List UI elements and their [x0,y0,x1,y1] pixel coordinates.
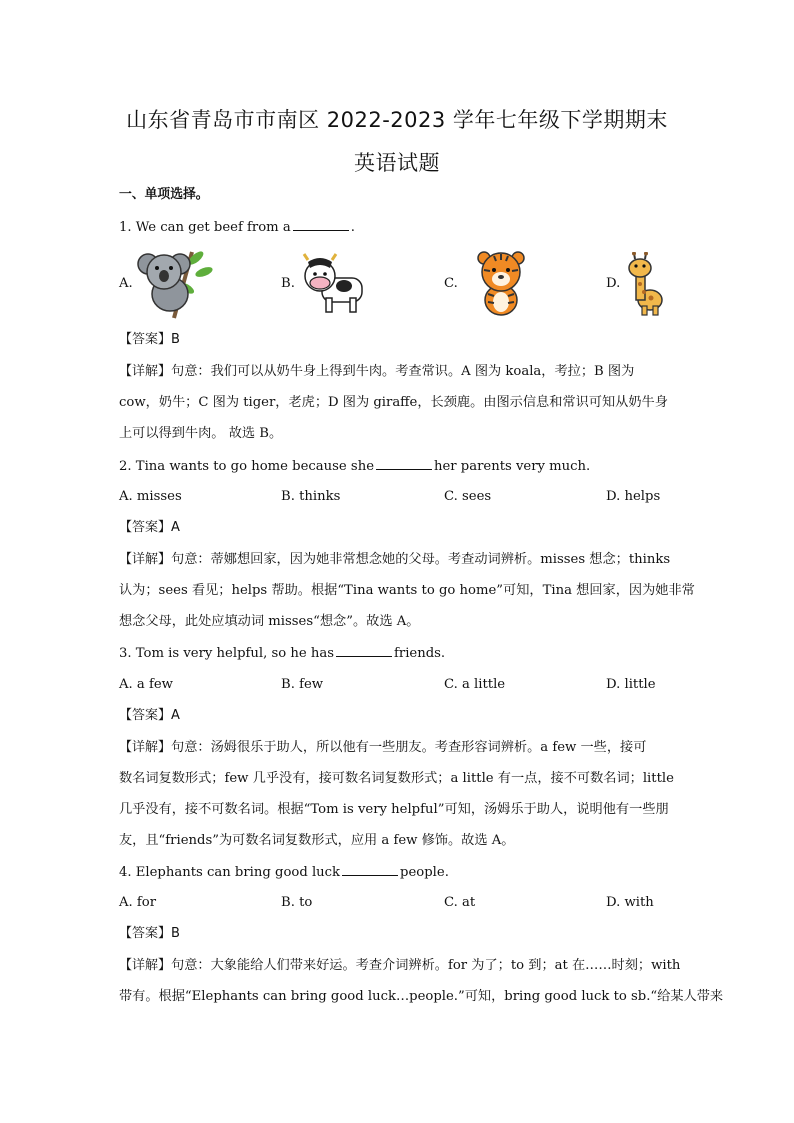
page-title: 山东省青岛市市南区 2022-2023 学年七年级下学期期末 [126,108,668,132]
giraffe-icon [624,252,670,316]
question-1-detail [119,356,675,449]
question-4-stem-before: 4. Elephants can bring good luck [119,865,341,880]
detail-label: 【详解】 [119,552,172,567]
question-3-blank [336,644,392,657]
question-3-stem-before: 3. Tom is very helpful, so he has [119,646,335,661]
koala-icon [134,244,216,320]
question-1-detail-line: cow，奶牛；C 图为 tiger，老虎；D 图为 giraffe，长颈鹿。由图示信息和常识可知从奶牛身 [119,395,668,410]
question-4-answer [119,925,679,943]
question-4-option-b: B. to [281,895,313,910]
question-2-detail-line: 认为；sees 看见；helps 帮助。根据“Tina wants to go home”可知，Tina 想回家，因为她非常 [119,583,695,598]
question-4-detail-line: 句意：大象能给人们带来好运。考查介词辨析。for 为了；to 到；at 在……时刻；with [171,958,681,973]
question-2-stem-after: her parents very much. [434,459,591,474]
question-1-option-d-letter: D. [606,276,621,291]
question-1-stem-after: . [350,220,355,235]
question-2-detail [119,544,695,637]
question-3-detail-line: 句意：汤姆很乐于助人，所以他有一些朋友。考查形容词辨析。a few 一些，接可 [171,740,647,755]
tiger-icon [470,248,532,318]
question-3-option-d: D. little [606,677,656,692]
question-4-blank [342,863,398,876]
question-4-answer-value: B [171,926,180,941]
question-3-detail-line: 数名词复数形式；few 几乎没有，接可数名词复数形式；a little 有一点，接不可数名词；little [119,771,674,786]
section-heading: 一、单项选择。 [119,187,209,202]
answer-label: 【答案】 [119,520,172,535]
question-2-option-d: D. helps [606,489,661,504]
question-3-detail-line: 友，且“friends”为可数名词复数形式，应用 a few 修饰。故选 A。 [119,833,515,848]
question-2-stem [119,457,679,476]
question-2-answer [119,519,679,537]
question-1-answer [119,331,679,349]
question-2-option-a: A. misses [119,489,182,504]
detail-label: 【详解】 [119,364,172,379]
question-3-option-c: C. a little [444,677,506,692]
page-subtitle: 英语试题 [354,151,440,175]
question-3-stem [119,644,679,663]
question-1-stem [119,218,679,237]
cow-icon [300,252,370,316]
question-1-option-a-letter: A. [119,276,133,291]
question-4-detail-line: 带有。根据“Elephants can bring good luck…people.”可知，bring good luck to sb.“给某人带来 [119,989,724,1004]
question-4-option-c: C. at [444,895,476,910]
question-2-detail-line: 想念父母，此处应填动词 misses“想念”。故选 A。 [119,614,420,629]
question-4-option-a: A. for [119,895,157,910]
detail-label: 【详解】 [119,958,172,973]
question-3-answer [119,707,679,725]
question-4-stem [119,863,679,882]
question-1-detail-line: 句意：我们可以从奶牛身上得到牛肉。考查常识。A 图为 koala，考拉；B 图为 [171,364,635,379]
answer-label: 【答案】 [119,708,172,723]
question-2-detail-line: 句意：蒂娜想回家，因为她非常想念她的父母。考查动词辨析。misses 想念；thinks [171,552,671,567]
question-3-answer-value: A [171,708,180,723]
question-1-stem-before: 1. We can get beef from a [119,220,291,235]
question-2-option-b: B. thinks [281,489,341,504]
answer-label: 【答案】 [119,926,172,941]
question-3-stem-after: friends. [394,646,446,661]
question-1-blank [293,218,349,231]
question-3-detail [119,732,675,856]
question-3-option-b: B. few [281,677,324,692]
question-1-answer-value: B [171,332,180,347]
question-1-detail-line: 上可以得到牛肉。 故选 B。 [119,426,283,441]
detail-label: 【详解】 [119,740,172,755]
question-2-option-c: C. sees [444,489,492,504]
question-4-option-d: D. with [606,895,654,910]
question-2-answer-value: A [171,520,180,535]
question-1-option-b-letter: B. [281,276,295,291]
question-4-stem-after: people. [400,865,449,880]
answer-label: 【答案】 [119,332,172,347]
question-3-option-a: A. a few [119,677,173,692]
question-2-blank [376,457,432,470]
question-3-detail-line: 几乎没有，接不可数名词。根据“Tom is very helpful”可知，汤姆乐于助人，说明他有一些朋 [119,802,669,817]
question-1-option-c-letter: C. [444,276,458,291]
question-2-stem-before: 2. Tina wants to go home because she [119,459,374,474]
question-4-detail [119,950,724,1012]
